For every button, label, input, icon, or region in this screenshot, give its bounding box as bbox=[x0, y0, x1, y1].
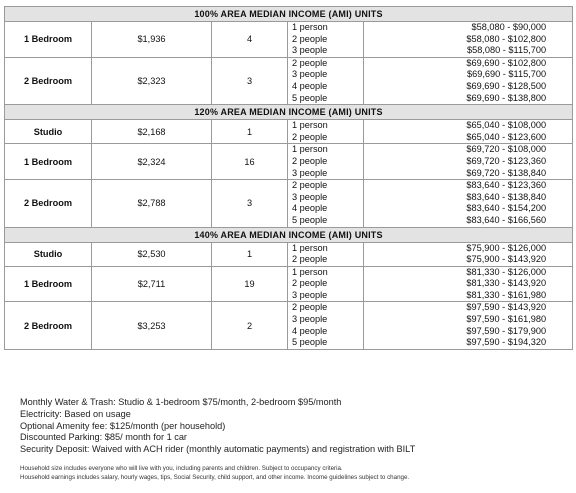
section-title: 100% AREA MEDIAN INCOME (AMI) UNITS bbox=[5, 7, 573, 22]
income-range: $81,330 - $126,000 bbox=[466, 266, 547, 277]
household-size: 2 people bbox=[292, 180, 328, 191]
household-size: 4 people bbox=[292, 325, 328, 336]
income-range-cell bbox=[364, 57, 573, 104]
note-electricity: Electricity: Based on usage bbox=[20, 408, 131, 419]
unit-count-cell: 2 bbox=[212, 302, 288, 349]
household-size: 2 people bbox=[292, 155, 328, 166]
income-range: $75,900 - $143,920 bbox=[466, 254, 547, 265]
income-range: $69,720 - $108,000 bbox=[466, 144, 547, 155]
unit-count-cell: 3 bbox=[212, 180, 288, 227]
income-range: $97,590 - $194,320 bbox=[466, 337, 547, 348]
household-size: 5 people bbox=[292, 92, 328, 103]
rent-cell: $2,530 bbox=[92, 242, 212, 266]
table-row bbox=[5, 180, 573, 227]
household-size: 2 people bbox=[292, 254, 328, 265]
household-size: 3 people bbox=[292, 191, 328, 202]
income-range: $83,640 - $123,360 bbox=[466, 180, 547, 191]
income-range: $69,720 - $138,840 bbox=[466, 167, 547, 178]
unit-type-cell: 1 Bedroom bbox=[5, 22, 92, 58]
household-size: 3 people bbox=[292, 69, 328, 80]
household-size: 1 person bbox=[292, 144, 328, 155]
unit-type-cell: Studio bbox=[5, 242, 92, 266]
income-range-cell bbox=[364, 120, 573, 144]
unit-type-cell: 2 Bedroom bbox=[5, 57, 92, 104]
income-range: $69,690 - $102,800 bbox=[466, 57, 547, 68]
note-parking: Discounted Parking: $85/ month for 1 car bbox=[20, 432, 187, 443]
rent-cell: $2,168 bbox=[92, 120, 212, 144]
household-size: 5 people bbox=[292, 214, 328, 225]
household-size: 1 person bbox=[292, 242, 328, 253]
household-size: 1 person bbox=[292, 120, 328, 131]
table-row bbox=[5, 120, 573, 144]
household-size: 3 people bbox=[292, 314, 328, 325]
unit-count-cell: 16 bbox=[212, 144, 288, 180]
income-range: $83,640 - $154,200 bbox=[466, 203, 547, 214]
household-size: 3 people bbox=[292, 289, 328, 300]
household-size: 2 people bbox=[292, 57, 328, 68]
income-range-cell bbox=[364, 302, 573, 349]
household-size: 4 people bbox=[292, 203, 328, 214]
unit-type-cell: 2 Bedroom bbox=[5, 302, 92, 349]
household-size: 1 person bbox=[292, 266, 328, 277]
rent-cell: $2,324 bbox=[92, 144, 212, 180]
table-row bbox=[5, 266, 573, 302]
note-security-deposit: Security Deposit: Waived with ACH rider (monthly automatic payments) and registration with BILT bbox=[20, 444, 416, 455]
unit-count-cell: 1 bbox=[212, 120, 288, 144]
section-header-row bbox=[5, 105, 573, 120]
table-row bbox=[5, 22, 573, 58]
income-range: $83,640 - $138,840 bbox=[466, 191, 547, 202]
household-size: 4 people bbox=[292, 80, 328, 91]
rent-cell: $3,253 bbox=[92, 302, 212, 349]
household-size: 3 people bbox=[292, 45, 328, 56]
unit-count-cell: 4 bbox=[212, 22, 288, 58]
income-range: $81,330 - $161,980 bbox=[466, 289, 547, 300]
unit-type-cell: 1 Bedroom bbox=[5, 266, 92, 302]
unit-type-cell: 2 Bedroom bbox=[5, 180, 92, 227]
rent-cell: $2,788 bbox=[92, 180, 212, 227]
section-title: 120% AREA MEDIAN INCOME (AMI) UNITS bbox=[5, 105, 573, 120]
fees-notes bbox=[20, 397, 415, 456]
table-row bbox=[5, 57, 573, 104]
household-size-cell bbox=[288, 242, 364, 266]
income-range: $81,330 - $143,920 bbox=[466, 278, 547, 289]
income-range: $83,640 - $166,560 bbox=[466, 214, 547, 225]
household-size-cell bbox=[288, 144, 364, 180]
household-size-cell bbox=[288, 22, 364, 58]
income-range: $97,590 - $179,900 bbox=[466, 325, 547, 336]
income-range: $58,080 - $102,800 bbox=[466, 33, 547, 44]
income-range: $97,590 - $161,980 bbox=[466, 314, 547, 325]
fine-print-household-earnings: Household earnings includes salary, hourly wages, tips, Social Security, child support, and other income. Income guidelines subject to change. bbox=[20, 474, 410, 481]
income-range: $58,080 - $115,700 bbox=[467, 45, 547, 56]
household-size: 5 people bbox=[292, 337, 328, 348]
rent-cell: $2,323 bbox=[92, 57, 212, 104]
income-range: $65,040 - $108,000 bbox=[466, 120, 547, 131]
household-size: 2 people bbox=[292, 33, 328, 44]
note-amenity-fee: Optional Amenity fee: $125/month (per household) bbox=[20, 420, 226, 431]
unit-type-cell: 1 Bedroom bbox=[5, 144, 92, 180]
income-range-cell bbox=[364, 180, 573, 227]
section-header-row bbox=[5, 7, 573, 22]
household-size-cell bbox=[288, 302, 364, 349]
household-size-cell bbox=[288, 120, 364, 144]
income-range: $69,690 - $128,500 bbox=[466, 80, 547, 91]
income-range-cell bbox=[364, 22, 573, 58]
household-size-cell bbox=[288, 266, 364, 302]
income-range: $97,590 - $143,920 bbox=[466, 302, 547, 313]
household-size: 2 people bbox=[292, 131, 328, 142]
unit-count-cell: 1 bbox=[212, 242, 288, 266]
household-size: 3 people bbox=[292, 167, 328, 178]
table-row bbox=[5, 144, 573, 180]
income-range: $69,720 - $123,360 bbox=[466, 155, 547, 166]
household-size-cell bbox=[288, 180, 364, 227]
income-range-cell bbox=[364, 242, 573, 266]
table-row bbox=[5, 302, 573, 349]
section-header-row bbox=[5, 227, 573, 242]
note-water-trash: Monthly Water & Trash: Studio & 1-bedroom $75/month, 2-bedroom $95/month bbox=[20, 397, 342, 407]
unit-type-cell: Studio bbox=[5, 120, 92, 144]
ami-units-table bbox=[4, 6, 573, 350]
unit-count-cell: 3 bbox=[212, 57, 288, 104]
rent-cell: $2,711 bbox=[92, 266, 212, 302]
income-range-cell bbox=[364, 266, 573, 302]
unit-count-cell: 19 bbox=[212, 266, 288, 302]
section-title: 140% AREA MEDIAN INCOME (AMI) UNITS bbox=[5, 227, 573, 242]
table-body bbox=[5, 7, 573, 350]
rent-cell: $1,936 bbox=[92, 22, 212, 58]
income-range: $69,690 - $115,700 bbox=[467, 69, 547, 80]
income-range-cell bbox=[364, 144, 573, 180]
income-range: $69,690 - $138,800 bbox=[466, 92, 547, 103]
household-size: 2 people bbox=[292, 278, 328, 289]
fine-print bbox=[20, 464, 409, 482]
income-range: $75,900 - $126,000 bbox=[466, 242, 547, 253]
household-size-cell bbox=[288, 57, 364, 104]
income-range: $58,080 - $90,000 bbox=[471, 22, 547, 32]
income-range: $65,040 - $123,600 bbox=[466, 131, 547, 142]
fine-print-household-size: Household size includes everyone who will live with you, including parents and children. Subject to occupancy criteria. bbox=[20, 465, 343, 472]
household-size: 2 people bbox=[292, 302, 328, 313]
household-size: 1 person bbox=[292, 22, 328, 32]
table-row bbox=[5, 242, 573, 266]
